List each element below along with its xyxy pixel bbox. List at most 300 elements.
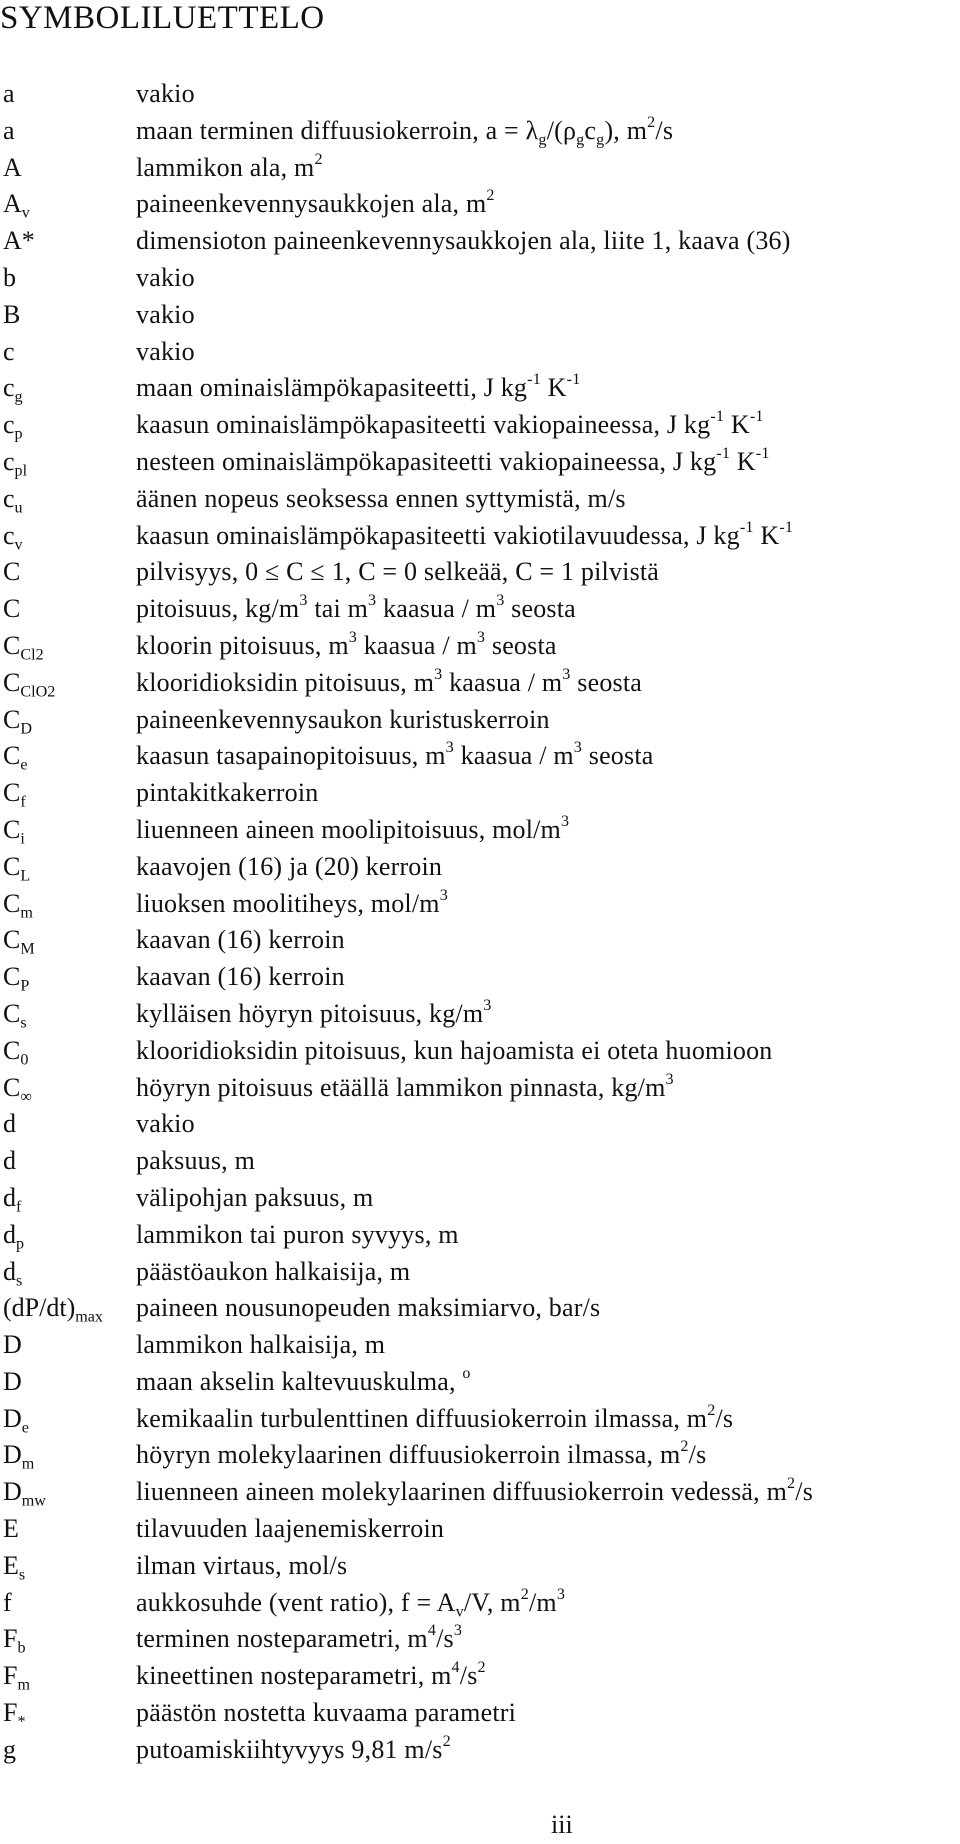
subscript: f xyxy=(16,1198,22,1216)
symbol-row xyxy=(0,591,960,628)
superscript: 2 xyxy=(707,1401,716,1419)
text-run: /s xyxy=(795,1477,814,1507)
subscript: b xyxy=(17,1640,26,1658)
symbol xyxy=(3,1070,32,1107)
text-run: d xyxy=(3,1182,16,1212)
symbol-description xyxy=(136,1695,516,1732)
text-run: seosta xyxy=(582,741,654,771)
superscript: -1 xyxy=(716,444,731,462)
text-run: paineenkevennysaukkojen ala, m xyxy=(136,189,487,219)
subscript: L xyxy=(20,867,31,885)
subscript: e xyxy=(21,1419,29,1437)
superscript: 3 xyxy=(483,996,492,1014)
page-number: iii xyxy=(551,1810,573,1839)
text-run: /m xyxy=(529,1587,557,1617)
text-run: kaasua / m xyxy=(357,630,477,660)
text-run: C xyxy=(3,667,21,697)
symbol xyxy=(3,591,20,628)
symbol xyxy=(3,1658,30,1695)
superscript: 3 xyxy=(573,739,583,757)
text-run: A xyxy=(3,152,22,182)
superscript: 2 xyxy=(680,1438,689,1456)
text-run: lammikon ala, m xyxy=(136,152,315,182)
text-run: /s xyxy=(655,115,674,145)
symbol xyxy=(3,702,32,739)
superscript: 2 xyxy=(486,187,495,205)
text-run: C xyxy=(3,1072,21,1102)
symbol-row xyxy=(0,334,960,371)
superscript: 3 xyxy=(453,1622,463,1640)
symbol xyxy=(3,775,26,812)
text-run: vakio xyxy=(136,336,195,366)
superscript: -1 xyxy=(527,371,541,389)
symbol-description xyxy=(136,775,318,812)
symbol-description xyxy=(136,113,673,150)
subscript: v xyxy=(14,536,23,554)
symbol xyxy=(3,1548,25,1585)
symbol xyxy=(3,996,27,1033)
text-run: äänen nopeus seoksessa ennen syttymistä, m/s xyxy=(136,483,626,513)
symbol-row xyxy=(0,738,960,775)
subscript: s xyxy=(18,1566,26,1584)
text-run: /s xyxy=(688,1440,707,1470)
subscript: v xyxy=(21,205,30,223)
symbol-description xyxy=(136,186,495,223)
symbol-description xyxy=(136,849,442,886)
superscript: 4 xyxy=(451,1659,460,1677)
symbol-description xyxy=(136,554,659,591)
symbol xyxy=(3,76,15,113)
subscript: f xyxy=(20,793,26,811)
symbol xyxy=(3,481,23,518)
subscript: ∞ xyxy=(20,1088,32,1106)
text-run: c xyxy=(3,410,15,440)
symbol-description xyxy=(136,1143,255,1180)
subscript: D xyxy=(20,720,32,738)
text-run: kaasun ominaislämpökapasiteetti vakiopaineessa, J kg xyxy=(136,410,711,440)
symbol-row xyxy=(0,1180,960,1217)
text-run: tai m xyxy=(307,594,369,624)
symbol-row xyxy=(0,849,960,886)
text-run: lammikon tai puron syvyys, m xyxy=(136,1219,459,1249)
text-run: (dP/dt) xyxy=(3,1293,76,1323)
text-run: /s xyxy=(459,1661,478,1691)
symbol-row xyxy=(0,702,960,739)
symbol xyxy=(3,1621,26,1658)
symbol-row xyxy=(0,922,960,959)
symbol-row xyxy=(0,260,960,297)
superscript: 2 xyxy=(477,1659,486,1677)
text-run: dimensioton paineenkevennysaukkojen ala, liite 1, kaava (36) xyxy=(136,226,791,256)
text-run: c xyxy=(3,520,15,550)
text-run: vakio xyxy=(136,79,195,108)
symbol xyxy=(3,628,44,665)
superscript: -1 xyxy=(779,518,794,536)
symbol xyxy=(3,1106,16,1143)
text-run: C xyxy=(3,594,21,624)
symbol-row xyxy=(0,1033,960,1070)
text-run: kaasun ominaislämpökapasiteetti vakiotilavuudessa, J kg xyxy=(136,520,740,550)
subscript: m xyxy=(17,1676,30,1694)
text-run: kineettinen nosteparametri, m xyxy=(136,1661,452,1691)
text-run: d xyxy=(3,1146,16,1176)
symbol xyxy=(3,1474,46,1511)
symbol-description xyxy=(136,591,576,628)
text-run: kaavan (16) kerroin xyxy=(136,962,345,992)
symbol xyxy=(3,1033,28,1070)
symbol-description xyxy=(136,1401,733,1438)
symbol-row xyxy=(0,370,960,407)
symbol-row xyxy=(0,1106,960,1143)
text-run: kaasua / m xyxy=(453,741,574,771)
symbol xyxy=(3,223,35,260)
text-run: aukkosuhde (vent ratio), f = A xyxy=(136,1587,456,1617)
symbol xyxy=(3,370,23,407)
symbol-row xyxy=(0,1474,960,1511)
subscript: max xyxy=(75,1308,103,1326)
text-run: f xyxy=(3,1587,12,1617)
symbol-row xyxy=(0,1290,960,1327)
text-run: K xyxy=(724,410,750,440)
text-run: kaavan (16) kerroin xyxy=(136,925,345,955)
superscript: 3 xyxy=(368,592,377,610)
superscript: 3 xyxy=(496,592,505,610)
symbol-row xyxy=(0,1732,960,1769)
subscript: P xyxy=(20,977,30,995)
subscript: p xyxy=(16,1235,25,1253)
text-run: c xyxy=(3,483,15,513)
text-run: höyryn pitoisuus etäällä lammikon pinnasta, kg/m xyxy=(136,1072,666,1102)
symbol-row xyxy=(0,444,960,481)
symbol-description xyxy=(136,370,580,407)
text-run: K xyxy=(730,446,756,476)
symbol-description xyxy=(136,922,345,959)
superscript: 2 xyxy=(442,1732,451,1750)
symbol-description xyxy=(136,1732,451,1769)
subscript: e xyxy=(20,756,28,774)
symbol-description xyxy=(136,1364,471,1401)
symbol-description xyxy=(136,959,345,996)
subscript: ClO2 xyxy=(20,683,56,701)
symbol-row xyxy=(0,1437,960,1474)
symbol-row xyxy=(0,1217,960,1254)
symbol xyxy=(3,1437,34,1474)
text-run: klooridioksidin pitoisuus, kun hajoamista ei oteta huomioon xyxy=(136,1035,773,1065)
text-run: C xyxy=(3,962,21,992)
symbol-description xyxy=(136,1327,385,1364)
text-run: nesteen ominaislämpökapasiteetti vakiopaineessa, J kg xyxy=(136,446,717,476)
subscript: mw xyxy=(21,1492,46,1510)
text-run: seosta xyxy=(570,667,643,697)
text-run: tilavuuden laajenemiskerroin xyxy=(136,1514,445,1544)
symbol-description xyxy=(136,518,793,555)
symbol-row xyxy=(0,1143,960,1180)
text-run: vakio xyxy=(136,1109,195,1139)
text-run: /V, m xyxy=(463,1587,521,1617)
text-run: /s xyxy=(715,1403,734,1433)
symbol-description xyxy=(136,1106,195,1143)
superscript: o xyxy=(462,1364,471,1382)
superscript: 2 xyxy=(520,1585,529,1603)
subscript: Cl2 xyxy=(20,646,44,664)
symbol-description xyxy=(136,1658,486,1695)
subscript: i xyxy=(20,830,25,848)
symbol-row xyxy=(0,297,960,334)
symbol xyxy=(3,1401,29,1438)
symbol xyxy=(3,849,30,886)
symbol-row xyxy=(0,186,960,223)
text-run: C xyxy=(3,925,21,955)
symbol xyxy=(3,1327,22,1364)
symbol-description xyxy=(136,1474,813,1511)
symbol xyxy=(3,959,29,996)
superscript: -1 xyxy=(710,408,725,426)
symbol-description xyxy=(136,1437,706,1474)
symbol-description xyxy=(136,481,626,518)
symbol-description xyxy=(136,886,448,923)
symbol xyxy=(3,1364,22,1401)
symbol-description xyxy=(136,702,550,739)
symbol-row xyxy=(0,1070,960,1107)
subscript: s xyxy=(16,1272,23,1290)
text-run: D xyxy=(3,1477,22,1507)
symbol-row xyxy=(0,1585,960,1622)
text-run: maan akselin kaltevuuskulma, xyxy=(136,1366,463,1396)
text-run: A* xyxy=(3,226,35,256)
text-run: paineen nousunopeuden maksimiarvo, bar/s xyxy=(136,1293,601,1323)
symbol-description xyxy=(136,407,764,444)
symbol-description xyxy=(136,76,195,113)
superscript: -1 xyxy=(755,444,770,462)
subscript: p xyxy=(14,425,23,443)
symbol-description xyxy=(136,297,195,334)
text-run: E xyxy=(3,1550,19,1580)
symbol-row xyxy=(0,223,960,260)
text-run: D xyxy=(3,1366,22,1396)
subscript: u xyxy=(14,499,23,517)
symbol-description xyxy=(136,444,770,481)
symbol-row xyxy=(0,407,960,444)
text-run: terminen nosteparametri, m xyxy=(136,1624,428,1654)
symbol xyxy=(3,407,23,444)
symbol-row xyxy=(0,518,960,555)
superscript: 3 xyxy=(348,628,358,646)
text-run: A xyxy=(3,189,22,219)
text-run: päästön nostetta kuvaama parametri xyxy=(136,1698,517,1728)
symbol-description xyxy=(136,260,195,297)
symbol-row xyxy=(0,665,960,702)
symbol xyxy=(3,260,16,297)
subscript: v xyxy=(455,1603,464,1621)
superscript: 3 xyxy=(299,592,308,610)
text-run: paineenkevennysaukon kuristuskerroin xyxy=(136,704,550,734)
symbol-row xyxy=(0,1621,960,1658)
symbol xyxy=(3,1180,21,1217)
symbol xyxy=(3,1254,22,1291)
text-run: /(ρ xyxy=(546,115,577,145)
symbol-row xyxy=(0,1695,960,1732)
symbol-list xyxy=(0,76,960,1769)
text-run: pitoisuus, kg/m xyxy=(136,594,300,624)
superscript: 3 xyxy=(445,739,454,757)
text-run: C xyxy=(3,741,21,771)
page-title: SYMBOLILUETTELO xyxy=(0,0,325,36)
text-run: liuoksen moolitiheys, mol/m xyxy=(136,888,440,918)
text-run: c xyxy=(3,373,15,403)
text-run: C xyxy=(3,630,21,660)
text-run: K xyxy=(540,373,567,403)
superscript: 3 xyxy=(562,665,571,683)
superscript: 3 xyxy=(434,665,443,683)
text-run: paksuus, m xyxy=(136,1146,255,1176)
superscript: -1 xyxy=(739,518,754,536)
symbol-row xyxy=(0,996,960,1033)
text-run: ), m xyxy=(604,115,648,145)
symbol-row xyxy=(0,1401,960,1438)
text-run: vakio xyxy=(136,262,195,292)
symbol xyxy=(3,150,22,187)
text-run: liuenneen aineen molekylaarinen diffuusiokerroin vedessä, m xyxy=(136,1477,787,1507)
text-run: C xyxy=(3,557,21,587)
subscript: g xyxy=(576,131,585,149)
symbol-row xyxy=(0,150,960,187)
text-run: kylläisen höyryn pitoisuus, kg/m xyxy=(136,998,484,1028)
text-run: C xyxy=(3,998,21,1028)
text-run: B xyxy=(3,299,21,329)
symbol xyxy=(3,1290,103,1327)
symbol xyxy=(3,186,30,223)
symbol-description xyxy=(136,812,569,849)
symbol-row xyxy=(0,1327,960,1364)
superscript: 3 xyxy=(439,886,448,904)
symbol xyxy=(3,812,25,849)
text-run: putoamiskiihtyvyys 9,81 m/s xyxy=(136,1734,443,1764)
superscript: 3 xyxy=(556,1585,566,1603)
text-run: a xyxy=(3,115,15,145)
subscript: m xyxy=(21,1456,35,1474)
text-run: C xyxy=(3,704,21,734)
text-run: C xyxy=(3,888,21,918)
text-run: C xyxy=(3,814,21,844)
symbol-row xyxy=(0,1548,960,1585)
text-run: maan terminen diffuusiokerroin, a = λ xyxy=(136,115,539,145)
subscript: pl xyxy=(14,462,28,480)
symbol xyxy=(3,738,28,775)
symbol-description xyxy=(136,223,791,260)
text-run: F xyxy=(3,1661,18,1691)
symbol-description xyxy=(136,334,195,371)
text-run: maan ominaislämpökapasiteetti, J kg xyxy=(136,373,528,403)
text-run: liuenneen aineen moolipitoisuus, mol/m xyxy=(136,814,561,844)
text-run: kemikaalin turbulenttinen diffuusiokerroin ilmassa, m xyxy=(136,1403,708,1433)
symbol-row xyxy=(0,628,960,665)
subscript: g xyxy=(596,131,605,149)
text-run: E xyxy=(3,1514,19,1544)
text-run: F xyxy=(3,1624,18,1654)
subscript: s xyxy=(20,1014,27,1032)
symbol-description xyxy=(136,1548,347,1585)
superscript: 3 xyxy=(560,812,570,830)
text-run: a xyxy=(3,79,15,108)
text-run: D xyxy=(3,1440,22,1470)
symbol-row xyxy=(0,775,960,812)
symbol xyxy=(3,444,27,481)
subscript: M xyxy=(20,940,35,958)
subscript: 0 xyxy=(20,1051,29,1069)
symbol-description xyxy=(136,1070,674,1107)
symbol-row xyxy=(0,113,960,150)
text-run: klooridioksidin pitoisuus, m xyxy=(136,667,435,697)
text-run: höyryn molekylaarinen diffuusiokerroin ilmassa, m xyxy=(136,1440,681,1470)
text-run: F xyxy=(3,1698,18,1728)
symbol-description xyxy=(136,1033,772,1070)
symbol-description xyxy=(136,738,654,775)
text-run: C xyxy=(3,778,21,808)
text-run: vakio xyxy=(136,299,195,329)
text-run: päästöaukon halkaisija, m xyxy=(136,1256,411,1286)
text-run: c xyxy=(584,115,597,145)
symbol xyxy=(3,1217,24,1254)
superscript: 2 xyxy=(314,150,323,168)
symbol-row xyxy=(0,481,960,518)
text-run: K xyxy=(753,520,780,550)
symbol xyxy=(3,886,33,923)
text-run: C xyxy=(3,851,21,881)
symbol-description xyxy=(136,1585,565,1622)
superscript: 3 xyxy=(665,1070,674,1088)
superscript: -1 xyxy=(749,408,764,426)
text-run: b xyxy=(3,262,16,292)
symbol xyxy=(3,1143,16,1180)
superscript: 2 xyxy=(647,113,656,131)
text-run: kloorin pitoisuus, m xyxy=(136,630,349,660)
superscript: -1 xyxy=(566,371,581,389)
superscript: 2 xyxy=(787,1475,796,1493)
text-run: kaasua / m xyxy=(376,594,497,624)
text-run: välipohjan paksuus, m xyxy=(136,1182,374,1212)
text-run: C xyxy=(3,1035,21,1065)
text-run: D xyxy=(3,1403,22,1433)
text-run: pintakitkakerroin xyxy=(136,778,319,808)
symbol-row xyxy=(0,76,960,113)
symbol-row xyxy=(0,1364,960,1401)
text-run: d xyxy=(3,1109,16,1139)
text-run: /s xyxy=(436,1624,454,1654)
symbol xyxy=(3,1732,16,1769)
subscript: g xyxy=(14,389,23,407)
symbol-row xyxy=(0,554,960,591)
symbol-description xyxy=(136,1511,444,1548)
text-run: ilman virtaus, mol/s xyxy=(136,1550,348,1580)
text-run: c xyxy=(3,336,15,366)
symbol xyxy=(3,922,35,959)
symbol-description xyxy=(136,150,323,187)
text-run: d xyxy=(3,1256,16,1286)
symbol-row xyxy=(0,812,960,849)
symbol-row xyxy=(0,1658,960,1695)
symbol xyxy=(3,554,20,591)
symbol-row xyxy=(0,1254,960,1291)
symbol-description xyxy=(136,1290,600,1327)
text-run: g xyxy=(3,1734,16,1764)
symbol-row xyxy=(0,1511,960,1548)
symbol-description xyxy=(136,628,557,665)
text-run: D xyxy=(3,1330,22,1360)
symbol xyxy=(3,334,15,371)
symbol xyxy=(3,1511,19,1548)
text-run: seosta xyxy=(504,594,576,624)
symbol-description xyxy=(136,1254,410,1291)
